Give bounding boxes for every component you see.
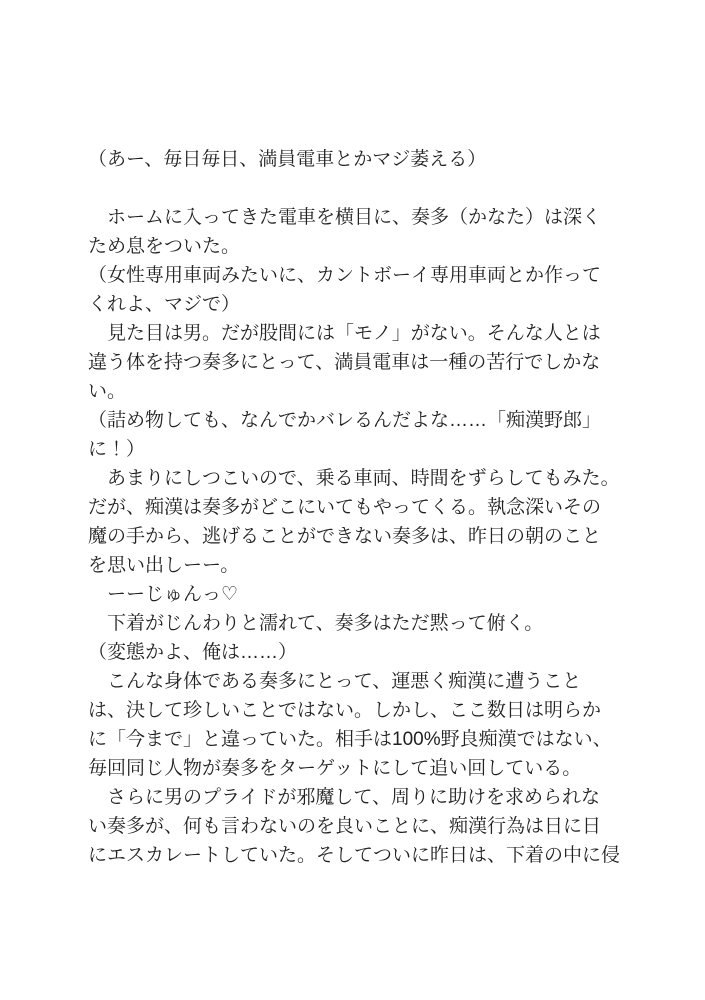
text-line: （女性専用車両みたいに、カントボーイ専用車両とか作って [88, 265, 602, 286]
text-line: 見た目は男。だが股間には「モノ」がない。そんな人とは [88, 323, 601, 344]
text-line: あまりにしつこいので、乗る車両、時間をずらしてもみた。 [88, 468, 620, 489]
text-line: こんな身体である奏多にとって、運悪く痴漢に遭うこと [88, 671, 582, 692]
text-line: 魔の手から、逃げることができない奏多は、昨日の朝のこと [88, 526, 602, 547]
text-line: ーーじゅんっ♡ [88, 584, 239, 605]
text-line: い。 [88, 381, 127, 402]
text-line: い奏多が、何も言わないのを良いことに、痴漢行為は日に日 [88, 816, 602, 837]
text-line: を思い出しーー。 [88, 555, 240, 576]
text-line: ため息をついた。 [88, 236, 241, 257]
text-line: さらに男のプライドが邪魔して、周りに助けを求められな [88, 787, 601, 808]
text-line: に！） [88, 439, 146, 460]
text-line: （あー、毎日毎日、満員電車とかマジ萎える） [88, 149, 487, 170]
text-line: ホームに入ってきた電車を横目に、奏多（かなた）は深く [88, 207, 602, 228]
text-line: 毎回同じ人物が奏多をターゲットにして追い回している。 [88, 758, 582, 779]
text-line: に「今まで」と違っていた。相手は100%野良痴漢ではない、 [88, 729, 612, 750]
text-line: は、決して珍しいことではない。しかし、ここ数日は明らか [88, 700, 602, 721]
text-line: 下着がじんわりと濡れて、奏多はただ黙って俯く。 [88, 613, 544, 634]
text-line: だが、痴漢は奏多がどこにいてもやってくる。執念深いその [88, 497, 602, 518]
text-line: （詰め物しても、なんでかバレるんだよな……「痴漢野郎」 [88, 410, 602, 431]
text-line: くれよ、マジで） [88, 294, 241, 315]
text-line: （変態かよ、俺は……） [88, 642, 298, 663]
text-line: 違う体を持つ奏多にとって、満員電車は一種の苦行でしかな [88, 352, 601, 373]
blank-line [88, 174, 648, 203]
text-line: にエスカレートしていた。そしてついに昨日は、下着の中に侵 [88, 845, 621, 866]
novel-text-block [88, 145, 648, 870]
